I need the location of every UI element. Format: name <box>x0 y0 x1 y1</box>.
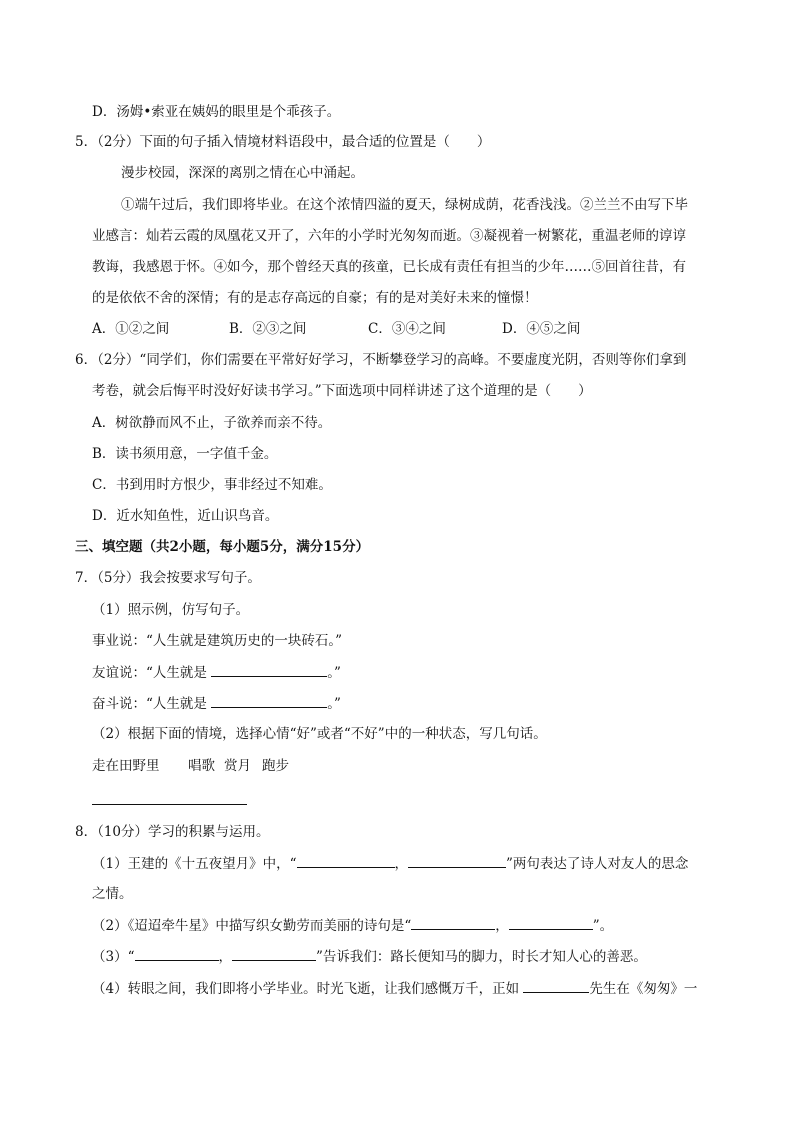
q7-scene: 唱歌 <box>188 758 215 774</box>
q6-option-c: C．书到用时方恨少，事非经过不知难。 <box>92 477 332 493</box>
q6-option-a: A．树欲静而风不止，子欲养而亲不待。 <box>92 415 332 431</box>
q5-passage-line: 的是依依不舍的深情；有的是志存高远的自豪；有的是对美好未来的憧憬！ <box>92 290 538 306</box>
q8-p4-prefix: （4）转眼之间，我们即将小学毕业。时光飞逝，让我们感慨万千，正如 <box>92 981 520 997</box>
q7-scene: 跑步 <box>262 758 289 774</box>
q8-p1-blank1[interactable] <box>297 853 395 868</box>
q8-part1-cont: 之情。 <box>92 886 133 902</box>
q7-part2: （2）根据下面的情境，选择心情“好”或者“不好”中的一种状态，写几句话。 <box>92 726 547 742</box>
q4-option-d: D．汤姆•索亚在姨妈的眼里是个乖孩子。 <box>92 104 341 120</box>
q8-p4-suffix: 先生在《匆匆》一 <box>589 981 698 997</box>
q6-option-b: B．读书须用意，一字值千金。 <box>92 446 278 462</box>
q8-p1-comma: ， <box>394 856 408 872</box>
q5-option-a: A．①②之间 <box>92 321 170 337</box>
q8-part2-line <box>92 915 613 936</box>
q5-passage-line: 业感言：灿若云霞的凤凰花又开了，六年的小学时光匆匆而逝。③凝视着一树繁花，重温老师的谆谆 <box>92 228 686 244</box>
q6-stem-line1: 6．（2分）“同学们，你们需要在平常好好学习，不断攀登学习的高峰。不要虚度光阴，否则等你们拿到 <box>75 352 687 368</box>
q8-p3-suffix: ”告诉我们：路长便知马的脚力，时长才知人心的善恶。 <box>316 949 647 965</box>
q8-p1-prefix: （1）王建的《十五夜望月》中，“ <box>92 856 297 872</box>
q7-scene: 走在田野里 <box>92 758 160 774</box>
q7-friendship-blank[interactable] <box>211 662 327 677</box>
q7-struggle-suffix: 。” <box>327 696 341 712</box>
q7-scenes <box>92 756 289 776</box>
q7-answer-line[interactable] <box>92 804 247 805</box>
q8-p1-blank2[interactable] <box>408 853 506 868</box>
q7-struggle-line <box>92 693 341 714</box>
q8-p3-blank1[interactable] <box>135 946 219 961</box>
q7-friendship-prefix: 友谊说：“人生就是 <box>92 665 207 681</box>
q8-p1-suffix: ”两句表达了诗人对友人的思念 <box>506 856 689 872</box>
q7-struggle-prefix: 奋斗说：“人生就是 <box>92 696 207 712</box>
q7-example: 事业说：“人生就是建筑历史的一块砖石。” <box>92 633 343 649</box>
q8-p3-comma: ， <box>218 949 232 965</box>
q7-friendship-suffix: 。” <box>327 665 341 681</box>
q5-passage-line: ①端午过后，我们即将毕业。在这个浓情四溢的夏天，绿树成荫，花香浅浅。②兰兰不由写下毕 <box>121 197 688 213</box>
q6-option-d: D．近水知鱼性，近山识鸟音。 <box>92 508 279 524</box>
q8-part4-line <box>92 978 697 999</box>
q7-scene: 赏月 <box>224 758 251 774</box>
q5-sentence: 漫步校园，深深的离别之情在心中涌起。 <box>121 165 364 181</box>
q5-option-c: C．③④之间 <box>368 321 446 337</box>
q5-option-d: D．④⑤之间 <box>502 321 581 337</box>
q8-part3-line <box>92 946 647 967</box>
q8-p3-prefix: （3）“ <box>92 949 135 965</box>
q7-stem: 7．（5分）我会按要求写句子。 <box>75 570 261 586</box>
q8-p4-blank[interactable] <box>523 978 589 993</box>
q8-p2-blank1[interactable] <box>411 915 495 930</box>
q5-passage-line: 教诲，我感恩于怀。④如今，那个曾经天真的孩童，已长成有责任有担当的少年……⑤回首往昔，有 <box>92 259 686 275</box>
section-heading: 三、填空题（共2小题，每小题5分，满分15分） <box>75 539 370 555</box>
q8-p2-blank2[interactable] <box>509 915 593 930</box>
q8-p2-comma: ， <box>495 918 509 934</box>
q7-part1: （1）照示例，仿写句子。 <box>92 602 250 618</box>
q8-stem: 8．（10分）学习的积累与运用。 <box>75 824 270 840</box>
q8-p2-suffix: ”。 <box>592 918 614 934</box>
q5-options <box>92 319 580 339</box>
q7-friendship-line <box>92 662 341 683</box>
q8-part1-line <box>92 853 688 874</box>
q7-struggle-blank[interactable] <box>211 693 327 708</box>
q8-p3-blank2[interactable] <box>232 946 316 961</box>
q8-p2-prefix: （2）《迢迢牵牛星》中描写织女勤劳而美丽的诗句是“ <box>92 918 412 934</box>
q6-stem-line2: 考卷，就会后悔平时没好好读书学习。”下面选项中同样讲述了这个道理的是（ ） <box>92 383 592 399</box>
q5-stem: 5．（2分）下面的句子插入情境材料语段中，最合适的位置是（ ） <box>75 134 491 150</box>
q5-option-b: B．②③之间 <box>229 321 307 337</box>
